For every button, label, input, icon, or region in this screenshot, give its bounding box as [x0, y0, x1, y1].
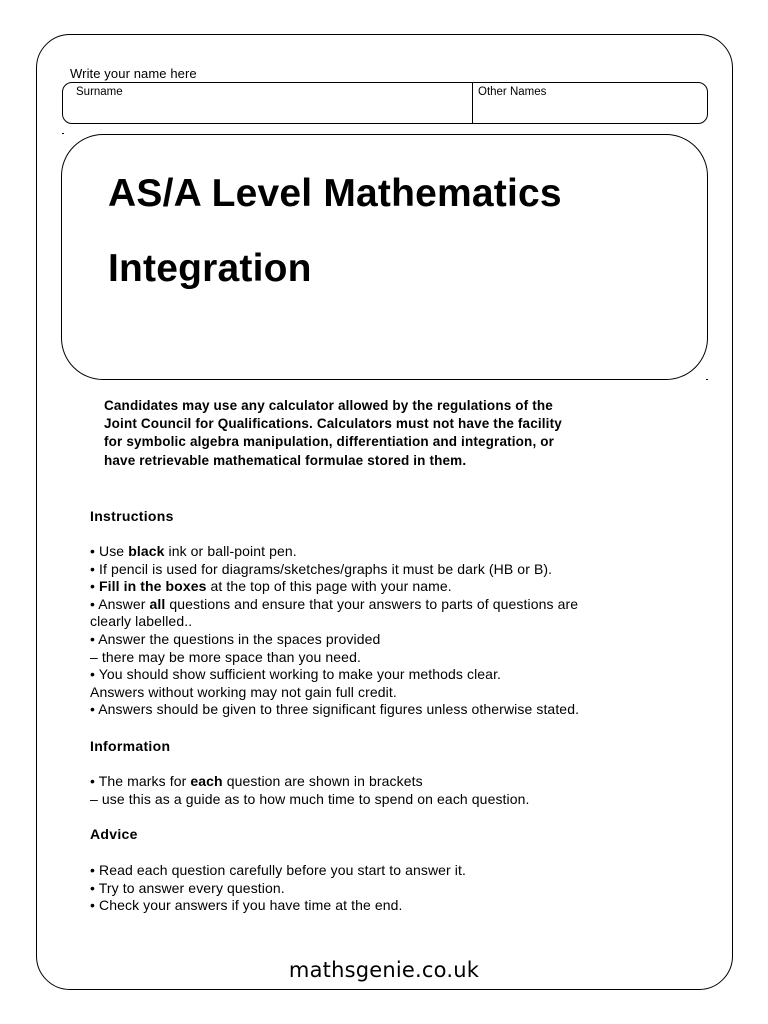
information-line: – use this as a guide as to how much time to spend on each question. [90, 790, 530, 807]
instruction-line: – there may be more space than you need. [90, 648, 361, 665]
instruction-line: • Answers should be given to three significant figures unless otherwise stated. [90, 701, 580, 718]
notice-line: have retrievable mathematical formulae stored in them. [104, 452, 467, 468]
advice-line: • Try to answer every question. [90, 879, 285, 896]
instructions-list [90, 543, 690, 719]
instruction-line: • Use black ink or ball-point pen. [90, 543, 297, 559]
advice-line: • Check your answers if you have time at the end. [90, 897, 403, 914]
instruction-line: clearly labelled.. [90, 613, 193, 630]
name-caption: Write your name here [70, 66, 197, 81]
calculator-notice [104, 397, 694, 470]
notice-line: Candidates may use any calculator allowed by the regulations of the [104, 398, 553, 413]
surname-label: Surname [76, 86, 123, 98]
exam-level-title: AS/A Level Mathematics [108, 172, 562, 215]
other-names-field[interactable] [473, 83, 707, 123]
advice-heading: Advice [90, 826, 138, 842]
instruction-line: • Answer the questions in the spaces provided [90, 630, 381, 647]
information-line: • The marks for each question are shown in brackets [90, 773, 423, 789]
instructions-heading: Instructions [90, 508, 174, 524]
topic-title: Integration [108, 247, 312, 290]
advice-line: • Read each question carefully before you start to answer it. [90, 862, 466, 878]
site-footer: mathsgenie.co.uk [288, 958, 480, 982]
name-box [62, 82, 708, 124]
information-heading: Information [90, 738, 171, 754]
information-list [90, 773, 690, 808]
corner-tick [706, 379, 708, 380]
instruction-line: • You should show sufficient working to make your methods clear. [90, 666, 502, 683]
notice-line: for symbolic algebra manipulation, differentiation and integration, or [104, 434, 555, 450]
notice-line: Joint Council for Qualifications. Calculators must not have the facility [104, 416, 562, 432]
corner-tick [62, 133, 64, 134]
instruction-line: • Fill in the boxes at the top of this page with your name. [90, 578, 452, 595]
other-names-label: Other Names [478, 86, 547, 98]
instruction-line: • If pencil is used for diagrams/sketches/graphs it must be dark (HB or B). [90, 560, 553, 577]
instruction-line: • Answer all questions and ensure that your answers to parts of questions are [90, 595, 579, 612]
instruction-line: Answers without working may not gain full credit. [90, 683, 397, 700]
surname-field[interactable] [63, 83, 473, 123]
advice-list [90, 862, 690, 915]
